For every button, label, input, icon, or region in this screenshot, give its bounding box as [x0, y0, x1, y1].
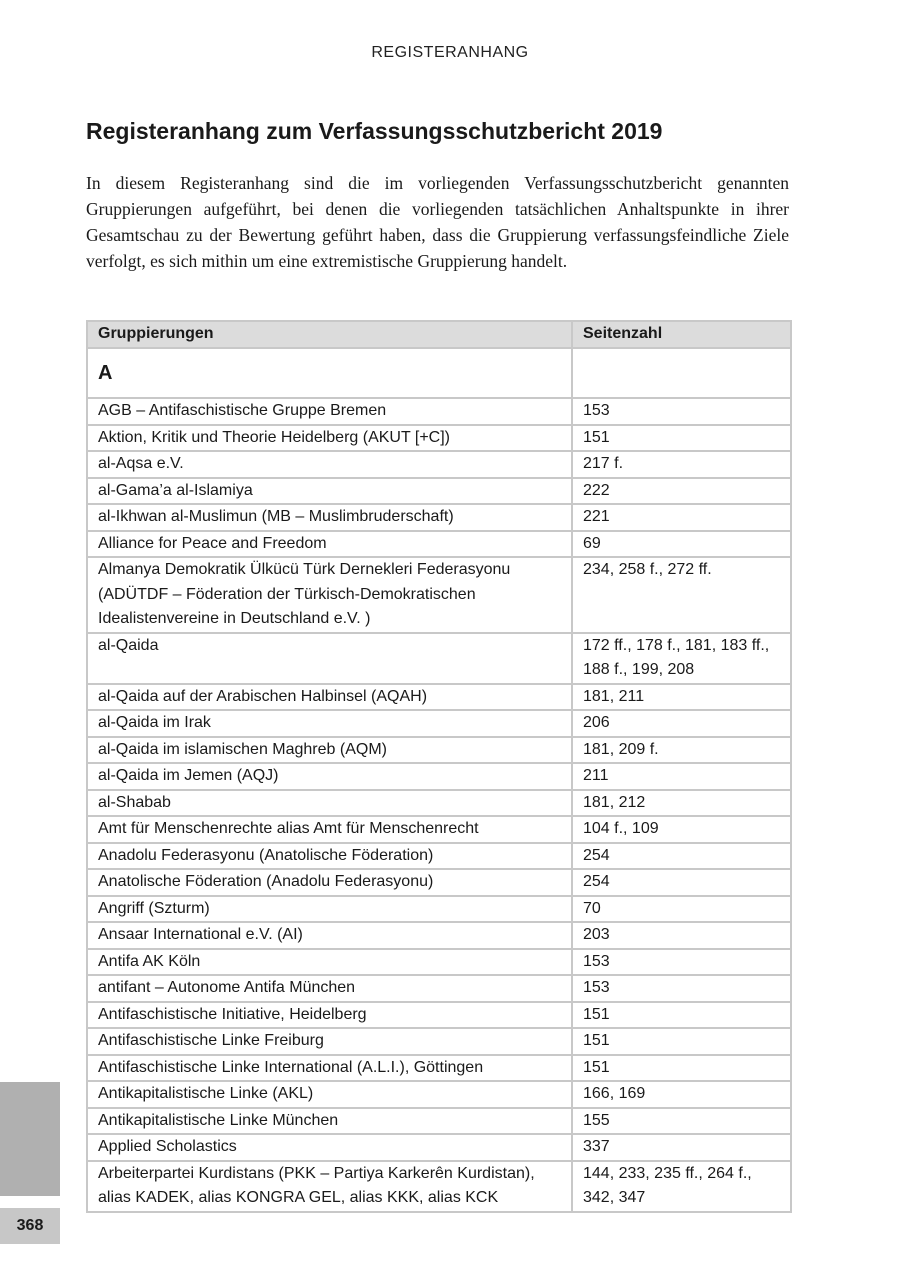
group-name-cell: Angriff (Szturm)	[87, 896, 572, 923]
table-row	[87, 949, 791, 976]
table-row	[87, 1134, 791, 1161]
page-ref-cell: 151	[572, 1028, 791, 1055]
table-row	[87, 398, 791, 425]
page-ref-cell: 144, 233, 235 ff., 264 f., 342, 347	[572, 1161, 791, 1212]
group-name-cell: al-Qaida	[87, 633, 572, 684]
table-row	[87, 790, 791, 817]
table-row	[87, 710, 791, 737]
group-name-cell: al-Gama’a al-Islamiya	[87, 478, 572, 505]
table-row	[87, 869, 791, 896]
page-ref-cell: 153	[572, 398, 791, 425]
table-row	[87, 478, 791, 505]
page-ref-cell: 181, 209 f.	[572, 737, 791, 764]
table-row	[87, 425, 791, 452]
group-name-cell: Anadolu Federasyonu (Anatolische Föderation)	[87, 843, 572, 870]
page-ref-cell: 254	[572, 869, 791, 896]
group-name-cell: Antifaschistische Linke International (A.L.I.), Göttingen	[87, 1055, 572, 1082]
group-name-cell: al-Shabab	[87, 790, 572, 817]
page-ref-cell: 221	[572, 504, 791, 531]
group-name-cell: Alliance for Peace and Freedom	[87, 531, 572, 558]
page-ref-cell: 70	[572, 896, 791, 923]
table-row	[87, 922, 791, 949]
group-name-cell: al-Qaida im Jemen (AQJ)	[87, 763, 572, 790]
table-row	[87, 843, 791, 870]
page-ref-cell: 172 ff., 178 f., 181, 183 ff., 188 f., 199, 208	[572, 633, 791, 684]
table-row	[87, 737, 791, 764]
page-ref-cell: 254	[572, 843, 791, 870]
section-letter-empty	[572, 348, 791, 398]
group-name-cell: Antifa AK Köln	[87, 949, 572, 976]
section-row	[87, 348, 791, 398]
page-ref-cell: 234, 258 f., 272 ff.	[572, 557, 791, 633]
page-ref-cell: 166, 169	[572, 1081, 791, 1108]
group-name-cell: al-Qaida im Irak	[87, 710, 572, 737]
register-body	[87, 348, 791, 1212]
group-name-cell: antifant – Autonome Antifa München	[87, 975, 572, 1002]
table-row	[87, 557, 791, 633]
page-title: Registeranhang zum Verfassungsschutzbericht 2019	[86, 118, 663, 144]
table-row	[87, 763, 791, 790]
page-ref-cell: 69	[572, 531, 791, 558]
group-name-cell: Anatolische Föderation (Anadolu Federasyonu)	[87, 869, 572, 896]
table-row	[87, 1081, 791, 1108]
group-name-cell: Antifaschistische Linke Freiburg	[87, 1028, 572, 1055]
page-ref-cell: 222	[572, 478, 791, 505]
running-head: REGISTERANHANG	[371, 44, 529, 61]
table-row	[87, 975, 791, 1002]
group-name-cell: Antikapitalistische Linke München	[87, 1108, 572, 1135]
page-ref-cell: 181, 211	[572, 684, 791, 711]
page-ref-cell: 151	[572, 1055, 791, 1082]
page-ref-cell: 181, 212	[572, 790, 791, 817]
group-name-cell: Aktion, Kritik und Theorie Heidelberg (AKUT [+C])	[87, 425, 572, 452]
table-row	[87, 531, 791, 558]
group-name-cell: Arbeiterpartei Kurdistans (PKK – Partiya Karkerên Kurdistan), alias KADEK, alias KONGRA GEL, alias KKK, alias KCK	[87, 1161, 572, 1212]
page-ref-cell: 217 f.	[572, 451, 791, 478]
page-ref-cell: 203	[572, 922, 791, 949]
page-number: 368	[0, 1208, 60, 1244]
column-header-pages: Seitenzahl	[572, 321, 791, 348]
table-row	[87, 1108, 791, 1135]
group-name-cell: Ansaar International e.V. (AI)	[87, 922, 572, 949]
table-row	[87, 816, 791, 843]
table-row	[87, 1055, 791, 1082]
section-letter: A	[87, 348, 572, 398]
table-header-row	[87, 321, 791, 348]
page-ref-cell: 104 f., 109	[572, 816, 791, 843]
table-row	[87, 1028, 791, 1055]
group-name-cell: al-Qaida im islamischen Maghreb (AQM)	[87, 737, 572, 764]
table-row	[87, 451, 791, 478]
page-ref-cell: 337	[572, 1134, 791, 1161]
margin-tab	[0, 1082, 60, 1196]
group-name-cell: al-Ikhwan al-Muslimun (MB – Muslimbruderschaft)	[87, 504, 572, 531]
page-ref-cell: 206	[572, 710, 791, 737]
table-row	[87, 504, 791, 531]
group-name-cell: Amt für Menschenrechte alias Amt für Menschenrecht	[87, 816, 572, 843]
page-ref-cell: 153	[572, 975, 791, 1002]
table-row	[87, 684, 791, 711]
table-row	[87, 896, 791, 923]
table-row	[87, 633, 791, 684]
table-row	[87, 1161, 791, 1212]
page-ref-cell: 151	[572, 1002, 791, 1029]
intro-paragraph: In diesem Registeranhang sind die im vorliegenden Verfassungsschutzbericht genannten Gruppierungen aufgeführt, bei denen die vorliegenden tatsächlichen Anhaltspunkte in ihrer Gesamtschau zu der Bewertung geführt haben, dass die Gruppierung verfassungsfeindliche Ziele verfolgt, es sich mithin um eine extremistische Gruppierung handelt.	[86, 173, 789, 271]
group-name-cell: AGB – Antifaschistische Gruppe Bremen	[87, 398, 572, 425]
column-header-groups: Gruppierungen	[87, 321, 572, 348]
group-name-cell: Antikapitalistische Linke (AKL)	[87, 1081, 572, 1108]
page-ref-cell: 153	[572, 949, 791, 976]
group-name-cell: Applied Scholastics	[87, 1134, 572, 1161]
page-ref-cell: 155	[572, 1108, 791, 1135]
register-table	[86, 320, 792, 1213]
group-name-cell: al-Aqsa e.V.	[87, 451, 572, 478]
page-ref-cell: 151	[572, 425, 791, 452]
group-name-cell: Antifaschistische Initiative, Heidelberg	[87, 1002, 572, 1029]
page-ref-cell: 211	[572, 763, 791, 790]
table-row	[87, 1002, 791, 1029]
group-name-cell: al-Qaida auf der Arabischen Halbinsel (AQAH)	[87, 684, 572, 711]
group-name-cell: Almanya Demokratik Ülkücü Türk Dernekleri Federasyonu (ADÜTDF – Föderation der Türkisch-Demokratischen Idealistenvereine in Deutschland e.V. )	[87, 557, 572, 633]
